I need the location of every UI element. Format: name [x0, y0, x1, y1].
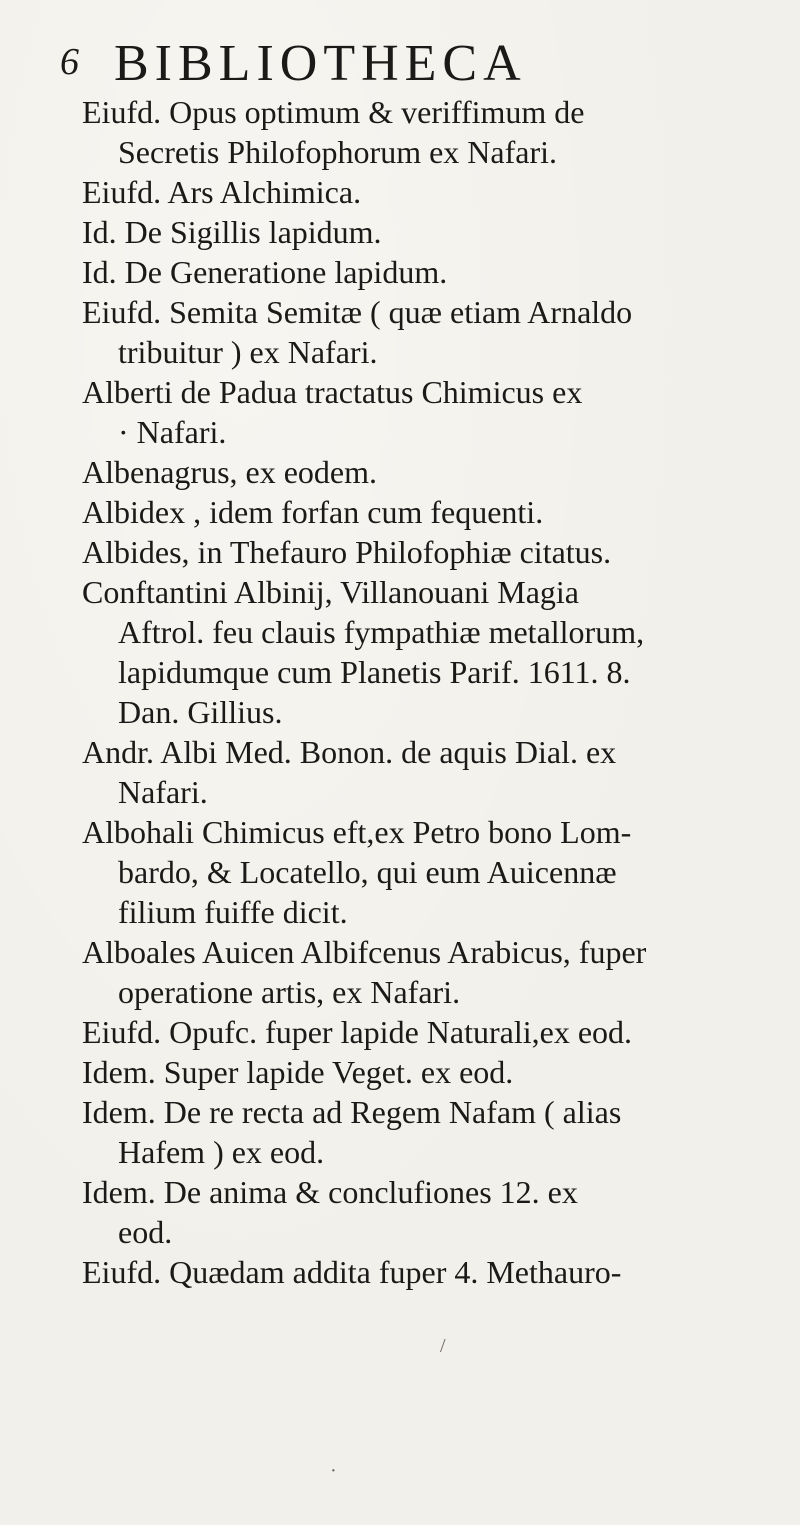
paper-speck: / — [440, 1335, 446, 1357]
text-line: operatione artis, ex Nafari. — [118, 974, 461, 1010]
text-line: eod. — [118, 1214, 173, 1250]
text-line: Idem. Super lapide Veget. ex eod. — [82, 1054, 514, 1090]
text-line: Id. De Generatione lapidum. — [82, 254, 448, 290]
text-line: Hafem ) ex eod. — [118, 1134, 325, 1170]
text-line: Id. De Sigillis lapidum. — [82, 214, 382, 250]
text-line: Conftantini Albinij, Villanouani Magia — [82, 574, 579, 610]
text-line: Idem. De anima & conclufiones 12. ex — [82, 1174, 578, 1210]
text-line: · Nafari. — [118, 414, 227, 450]
page-header — [0, 34, 800, 94]
text-line: Eiufd. Opus optimum & veriffimum de — [82, 94, 585, 130]
text-line: Eiufd. Ars Alchimica. — [82, 174, 362, 210]
text-line: Alberti de Padua tractatus Chimicus ex — [82, 374, 583, 410]
text-line: Andr. Albi Med. Bonon. de aquis Dial. ex — [82, 734, 617, 770]
text-line: bardo, & Locatello, qui eum Auicennæ — [118, 854, 617, 890]
text-line: Eiufd. Quædam addita fuper 4. Methauro- — [82, 1254, 622, 1290]
text-line: Eiufd. Semita Semitæ ( quæ etiam Arnaldo — [82, 294, 633, 330]
text-line: Nafari. — [118, 774, 208, 810]
running-head: BIBLIOTHECA — [114, 35, 527, 92]
text-line: lapidumque cum Planetis Parif. 1611. 8. — [118, 654, 631, 690]
text-line: Idem. De re recta ad Regem Nafam ( alias — [82, 1094, 622, 1130]
text-line: Albohali Chimicus eft,ex Petro bono Lom- — [82, 814, 632, 850]
text-line: Aftrol. feu clauis fympathiæ metallorum, — [118, 614, 645, 650]
paper-speck: · — [330, 1460, 337, 1482]
text-line: filium fuiffe dicit. — [118, 894, 348, 930]
text-line: Albides, in Thefauro Philofophiæ citatus. — [82, 534, 612, 570]
page-number: 6 — [60, 41, 80, 83]
text-line: Albidex , idem forfan cum fequenti. — [82, 494, 544, 530]
text-line: Dan. Gillius. — [118, 694, 283, 730]
text-line: Albenagrus, ex eodem. — [82, 454, 378, 490]
text-line: Eiufd. Opufc. fuper lapide Naturali,ex eod. — [82, 1014, 633, 1050]
text-line: tribuitur ) ex Nafari. — [118, 334, 378, 370]
text-line: Secretis Philofophorum ex Nafari. — [118, 134, 557, 170]
text-line: Alboales Auicen Albifcenus Arabicus, fuper — [82, 934, 647, 970]
